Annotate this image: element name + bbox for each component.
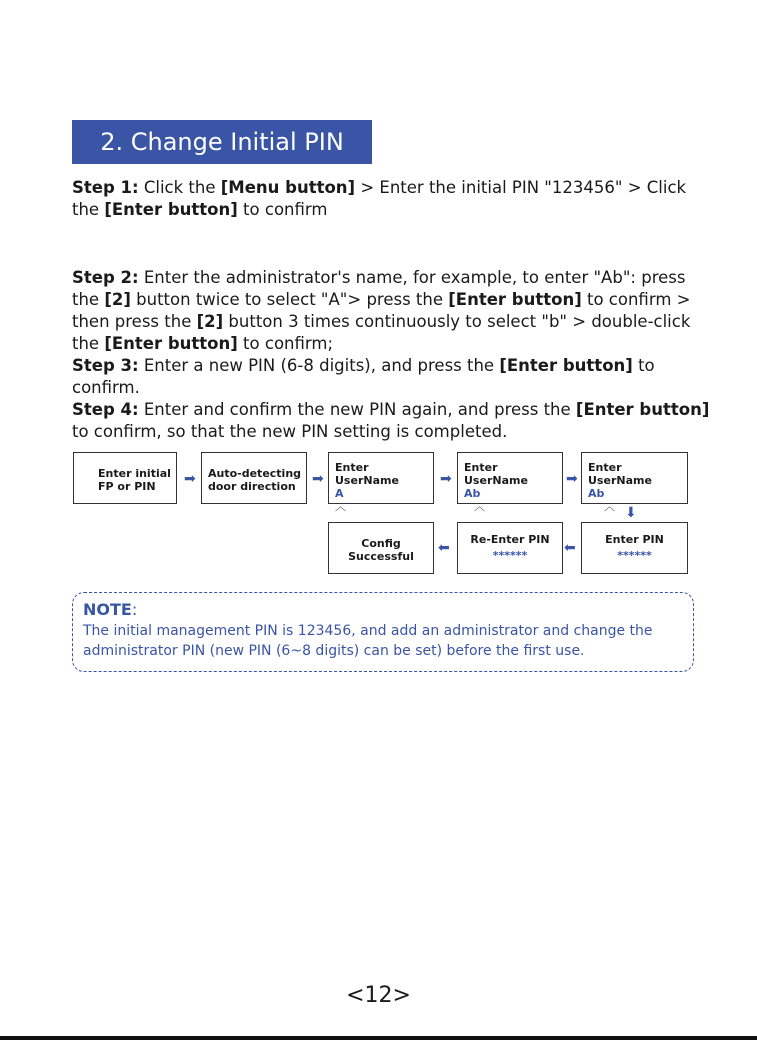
flow-box-username-a-value: A (335, 487, 344, 500)
flow-box-enter-initial-line1: Enter initial (98, 467, 171, 480)
flow-box-reenter-pin (457, 522, 563, 574)
flow-box-auto-detect (201, 452, 307, 504)
flow-box-username-ab-confirm (581, 452, 688, 513)
step-4-bold-1: [Enter button] (575, 400, 710, 419)
flow-box-auto-detect-line1: Auto-detecting (208, 467, 302, 480)
flow-box-auto-detect-line2: door direction (208, 480, 296, 493)
flow-box-username-ab-confirm-value: Ab (588, 487, 605, 500)
step-3-bold-1: [Enter button] (499, 356, 633, 375)
flow-box-username-ab-confirm-title: Enter UserName (588, 461, 652, 487)
step-4-label: Step 4: (72, 400, 139, 419)
flow-box-username-ab (457, 452, 563, 513)
flow-box-config-line1: Config (361, 537, 401, 550)
step-3-label: Step 3: (72, 356, 139, 375)
step-2-text-1: Enter the administrator's name, for example, to enter "Ab": press the (72, 268, 686, 309)
step-1-text-3: to confirm (237, 200, 328, 219)
flow-box-username-ab-value: Ab (464, 487, 481, 500)
step-1-label: Step 1: (72, 178, 139, 197)
arrow-left-icon: ⬅ (564, 540, 576, 556)
caret-up-icon: ︿ (474, 500, 485, 513)
arrow-down-icon: ⬇ (625, 505, 637, 521)
step-2-text-5: to confirm; (237, 334, 334, 353)
flow-box-config-line2: Successful (348, 550, 414, 563)
caret-up-icon: ︿ (604, 500, 615, 513)
flow-box-reenter-pin-value: ****** (492, 549, 528, 562)
arrow-left-icon: ⬅ (438, 540, 450, 556)
note-title (83, 599, 683, 621)
step-1 (72, 177, 712, 221)
step-2-bold-3: [2] (196, 312, 224, 331)
step-2-text-2: button twice to select "A"> press the (130, 290, 449, 309)
arrow-right-icon: ➡ (566, 471, 578, 487)
arrow-right-icon: ➡ (184, 471, 196, 487)
note-colon: : (131, 600, 138, 619)
step-3-text-1: Enter a new PIN (6-8 digits), and press the (138, 356, 500, 375)
step-2 (72, 267, 712, 355)
section-heading: 2. Change Initial PIN (72, 120, 372, 164)
flow-box-config-successful (328, 522, 434, 574)
note-title-text: NOTE (83, 600, 132, 619)
flow-box-username-a-title: Enter UserName (335, 461, 399, 487)
flow-box-username-ab-title: Enter UserName (464, 461, 528, 487)
flow-box-enter-initial-line2: FP or PIN (98, 480, 156, 493)
step-4-text-2: to confirm, so that the new PIN setting is completed. (72, 422, 508, 441)
step-2-bold-1: [2] (104, 290, 131, 309)
step-3-text-2: to confirm. (72, 356, 655, 397)
step-4-text-1: Enter and confirm the new PIN again, and press the (138, 400, 576, 419)
flow-box-reenter-pin-title: Re-Enter PIN (470, 533, 550, 546)
step-2-bold-4: [Enter button] (104, 334, 238, 353)
note-box (72, 592, 694, 672)
flow-box-enter-pin-value: ****** (617, 549, 652, 562)
arrow-right-icon: ➡ (312, 471, 324, 487)
flow-box-enter-pin-title: Enter PIN (605, 533, 664, 546)
arrow-right-icon: ➡ (440, 471, 452, 487)
step-3 (72, 355, 712, 399)
step-1-bold-2: [Enter button] (104, 200, 238, 219)
flow-box-username-a (328, 452, 434, 513)
flow-box-enter-initial (73, 452, 177, 504)
bottom-rule (0, 1036, 757, 1040)
step-1-text-1: Click the (138, 178, 221, 197)
caret-up-icon: ︿ (335, 500, 346, 513)
step-2-bold-2: [Enter button] (448, 290, 582, 309)
page-number: <12> (346, 983, 411, 1008)
flow-box-enter-pin (581, 522, 688, 574)
step-4 (72, 399, 712, 443)
step-2-text-3: to confirm > then press the (72, 290, 691, 331)
step-2-text-4: button 3 times continuously to select "b" > double-click the (72, 312, 691, 353)
step-2-label: Step 2: (72, 268, 139, 287)
note-text: The initial management PIN is 123456, and add an administrator and change the administrator PIN (new PIN (6~8 digits) can be set) before the first use. (83, 623, 653, 659)
step-1-bold-1: [Menu button] (220, 178, 356, 197)
step-1-text-2: > Enter the initial PIN "123456" > Click the (72, 178, 687, 219)
